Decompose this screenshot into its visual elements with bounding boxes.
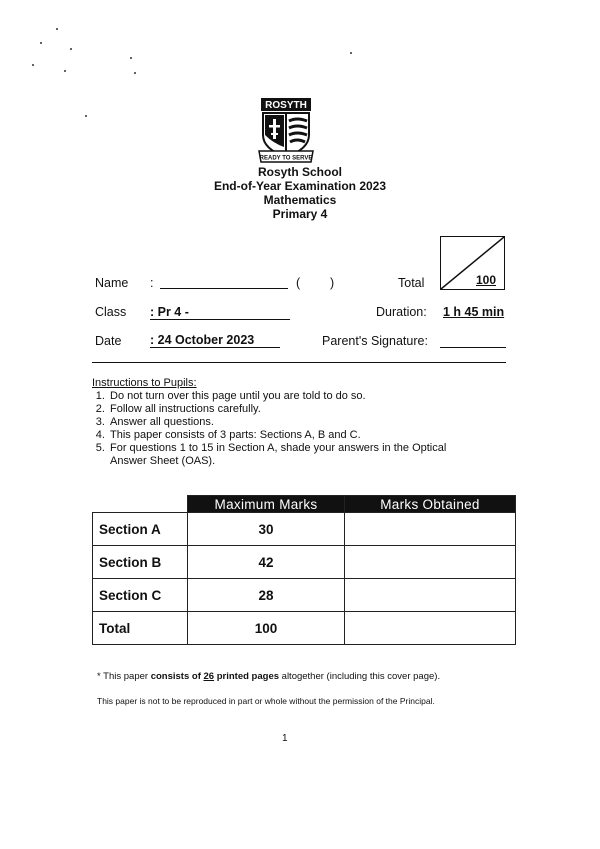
instruction-item: 2. Follow all instructions carefully. bbox=[108, 403, 512, 416]
marks-obtained-cell[interactable] bbox=[345, 546, 516, 579]
max-marks: 100 bbox=[188, 612, 345, 645]
signature-field[interactable] bbox=[440, 347, 506, 348]
scan-speck bbox=[32, 64, 34, 66]
name-field[interactable] bbox=[160, 288, 288, 289]
school-crest-logo bbox=[257, 97, 315, 163]
total-score-value: 100 bbox=[475, 273, 496, 287]
marks-table bbox=[92, 495, 516, 645]
date-label: Date bbox=[95, 334, 122, 348]
name-colon: : bbox=[150, 276, 154, 290]
total-score-box[interactable] bbox=[440, 236, 505, 290]
section-name: Section C bbox=[93, 579, 188, 612]
header-blank-cell bbox=[93, 496, 188, 513]
class-field[interactable]: : Pr 4 - bbox=[150, 305, 290, 320]
instruction-item: 5. For questions 1 to 15 in Section A, shade your answers in the Optical Answer Sheet (OAS). bbox=[108, 442, 485, 468]
table-row bbox=[93, 546, 516, 579]
page-count-suffix: altogether (including this cover page). bbox=[279, 671, 441, 682]
school-name: Rosyth School bbox=[257, 165, 342, 179]
level-title: Primary 4 bbox=[272, 207, 328, 221]
scan-speck bbox=[130, 57, 132, 59]
page-count-number: 26 bbox=[203, 671, 215, 682]
header-divider bbox=[92, 362, 506, 363]
instruction-item: 1. Do not turn over this page until you are told to do so. bbox=[108, 390, 512, 403]
duration-label: Duration: bbox=[376, 305, 427, 319]
scan-speck bbox=[85, 115, 87, 117]
scan-speck bbox=[56, 28, 58, 30]
index-paren-open: ( bbox=[296, 276, 301, 290]
max-marks: 42 bbox=[188, 546, 345, 579]
page-count-bold: consists of bbox=[150, 671, 204, 682]
crest-top-text: ROSYTH bbox=[265, 100, 307, 111]
table-row bbox=[93, 612, 516, 645]
max-marks: 30 bbox=[188, 513, 345, 546]
scan-speck bbox=[70, 48, 72, 50]
marks-obtained-cell[interactable] bbox=[345, 579, 516, 612]
instruction-item: 3. Answer all questions. bbox=[108, 416, 512, 429]
copyright-note: This paper is not to be reproduced in part or whole without the permission of the Principal. bbox=[97, 696, 435, 706]
scan-speck bbox=[350, 52, 352, 54]
instruction-item: 4. This paper consists of 3 parts: Sections A, B and C. bbox=[108, 429, 512, 442]
marks-obtained-cell[interactable] bbox=[345, 612, 516, 645]
scan-speck bbox=[134, 72, 136, 74]
class-label: Class bbox=[95, 305, 127, 319]
scan-speck bbox=[64, 70, 66, 72]
header-maximum-marks: Maximum Marks bbox=[188, 496, 345, 513]
subject-title: Mathematics bbox=[263, 193, 337, 207]
page-count-prefix: * This paper bbox=[97, 671, 151, 682]
section-name: Total bbox=[93, 612, 188, 645]
name-label: Name bbox=[95, 276, 129, 290]
total-label: Total bbox=[398, 276, 425, 290]
page-number: 1 bbox=[282, 733, 288, 744]
crest-motto-text: READY TO SERVE bbox=[259, 155, 313, 162]
max-marks: 28 bbox=[188, 579, 345, 612]
page-count-bold2: printed pages bbox=[214, 671, 280, 682]
date-field: : 24 October 2023 bbox=[150, 333, 280, 348]
instructions-title: Instructions to Pupils: bbox=[92, 377, 197, 389]
table-row bbox=[93, 579, 516, 612]
page-count-note bbox=[97, 671, 440, 682]
scan-speck bbox=[40, 42, 42, 44]
table-row bbox=[93, 513, 516, 546]
index-paren-close: ) bbox=[330, 276, 335, 290]
section-name: Section B bbox=[93, 546, 188, 579]
instructions-block bbox=[92, 377, 512, 468]
marks-obtained-cell[interactable] bbox=[345, 513, 516, 546]
duration-value: 1 h 45 min bbox=[443, 305, 505, 319]
exam-title: End-of-Year Examination 2023 bbox=[213, 179, 387, 193]
marks-table-header bbox=[93, 496, 516, 513]
header-marks-obtained: Marks Obtained bbox=[345, 496, 516, 513]
section-name: Section A bbox=[93, 513, 188, 546]
signature-label: Parent's Signature: bbox=[322, 334, 428, 348]
